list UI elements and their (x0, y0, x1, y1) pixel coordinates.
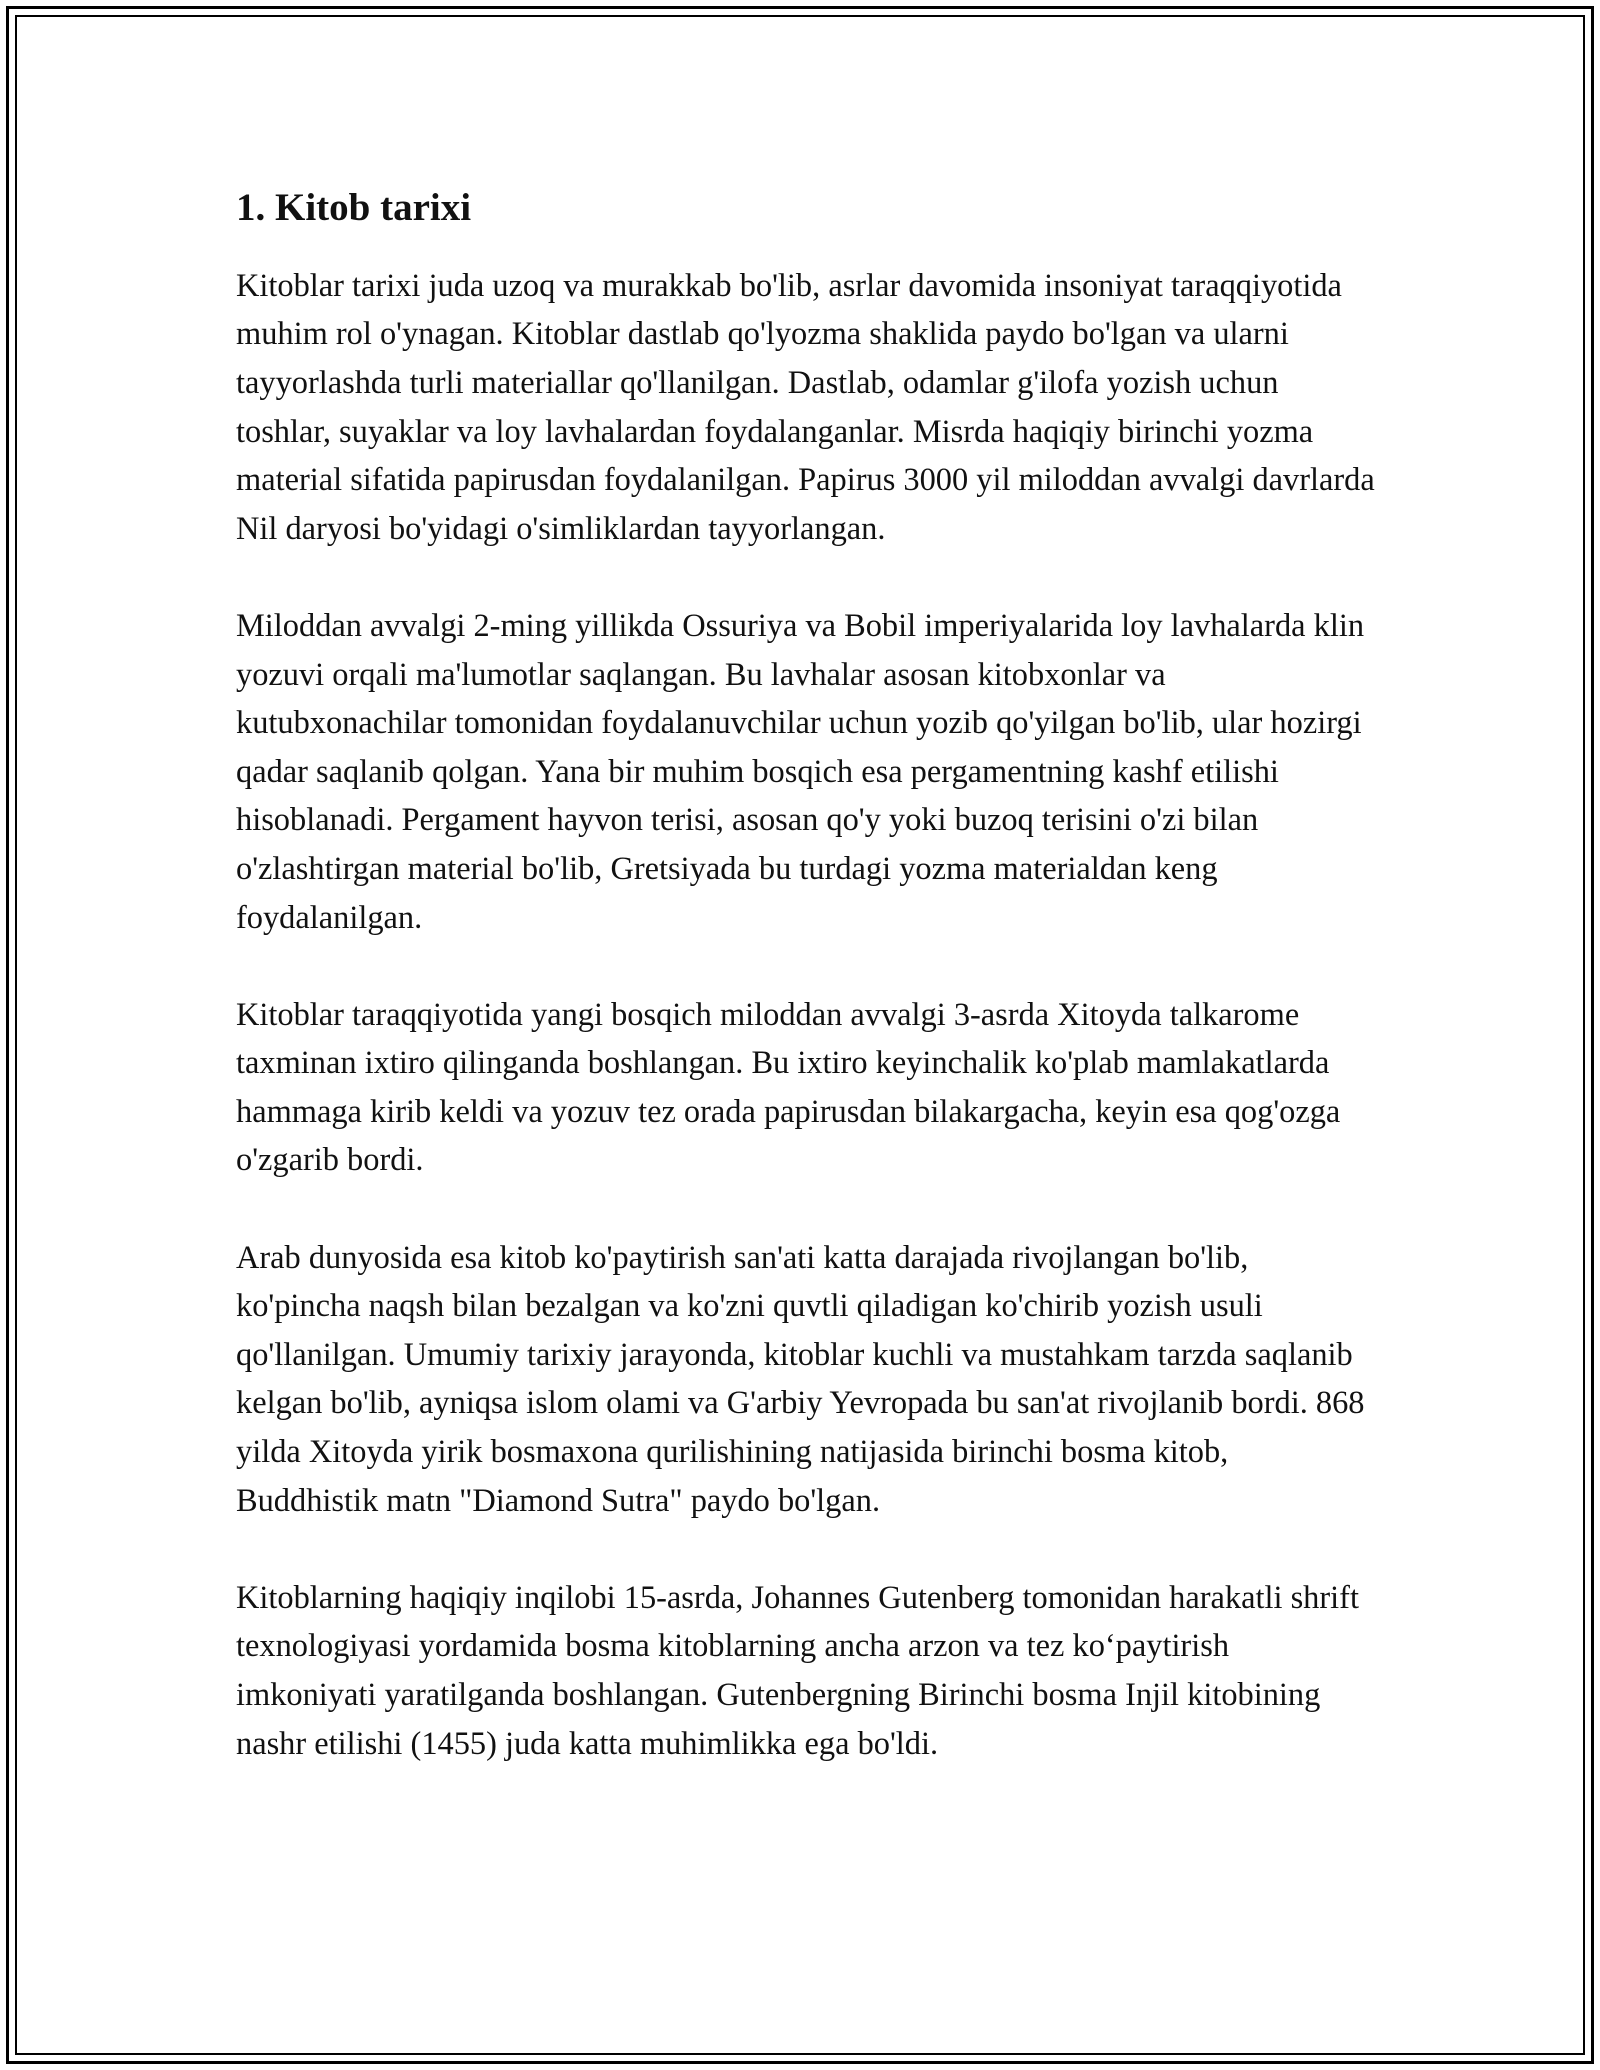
section-heading: 1. Kitob tarixi (236, 186, 472, 229)
paragraph-3: Kitoblar taraqqiyotida yangi bosqich miloddan avvalgi 3-asrda Xitoyda talkarome taxminan ixtiro qilinganda boshlangan. Bu ixtiro keyinchalik ko'plab mamlakatlarda hammaga kirib keldi va yozuv tez orada papirusdan bilakargacha, keyin esa qog'ozga o'zgarib bordi. (236, 996, 1341, 1179)
document-body (236, 185, 1376, 1817)
paragraph-4: Arab dunyosida esa kitob ko'paytirish san'ati katta darajada rivojlangan bo'lib, ko'pincha naqsh bilan bezalgan va ko'zni quvtli qiladigan ko'chirib yozish usuli qo'llanilgan. Umumiy tarixiy jarayonda, kitoblar kuchli va mustahkam tarzda saqlanib kelgan bo'lib, ayniqsa islom olami va G'arbiy Yevropada bu san'at rivojlanib bordi. 868 yilda Xitoyda yirik bosmaxona qurilishining natijasida birinchi bosma kitob, Buddhistik matn "Diamond Sutra" paydo bo'lgan. (236, 1239, 1365, 1519)
paragraph-5: Kitoblarning haqiqiy inqilobi 15-asrda, Johannes Gutenberg tomonidan harakatli shrift texnologiyasi yordamida bosma kitoblarning ancha arzon va tez ko‘paytirish imkoniyati yaratilganda boshlangan. Gutenbergning Birinchi bosma Injil kitobining nashr etilishi (1455) juda katta muhimlikka ega bo'ldi. (236, 1579, 1359, 1762)
paragraph-2: Miloddan avvalgi 2-ming yillikda Ossuriya va Bobil imperiyalarida loy lavhalarda klin yozuvi orqali ma'lumotlar saqlangan. Bu lavhalar asosan kitobxonlar va kutubxonachilar tomonidan foydalanuvchilar uchun yozib qo'yilgan bo'lib, ular hozirgi qadar saqlanib qolgan. Yana bir muhim bosqich esa pergamentning kashf etilishi hisoblanadi. Pergament hayvon terisi, asosan qo'y yoki buzoq terisini o'zi bilan o'zlashtirgan material bo'lib, Gretsiyada bu turdagi yozma materialdan keng foydalanilgan. (236, 607, 1365, 936)
paragraph-1: Kitoblar tarixi juda uzoq va murakkab bo'lib, asrlar davomida insoniyat taraqqiyotida muhim rol o'ynagan. Kitoblar dastlab qo'lyozma shaklida paydo bo'lgan va ularni tayyorlashda turli materiallar qo'llanilgan. Dastlab, odamlar g'ilofa yozish uchun toshlar, suyaklar va loy lavhalardan foydalanganlar. Misrda haqiqiy birinchi yozma material sifatida papirusdan foydalanilgan. Papirus 3000 yil miloddan avvalgi davrlarda Nil daryosi bo'yidagi o'simliklardan tayyorlangan. (236, 267, 1375, 547)
